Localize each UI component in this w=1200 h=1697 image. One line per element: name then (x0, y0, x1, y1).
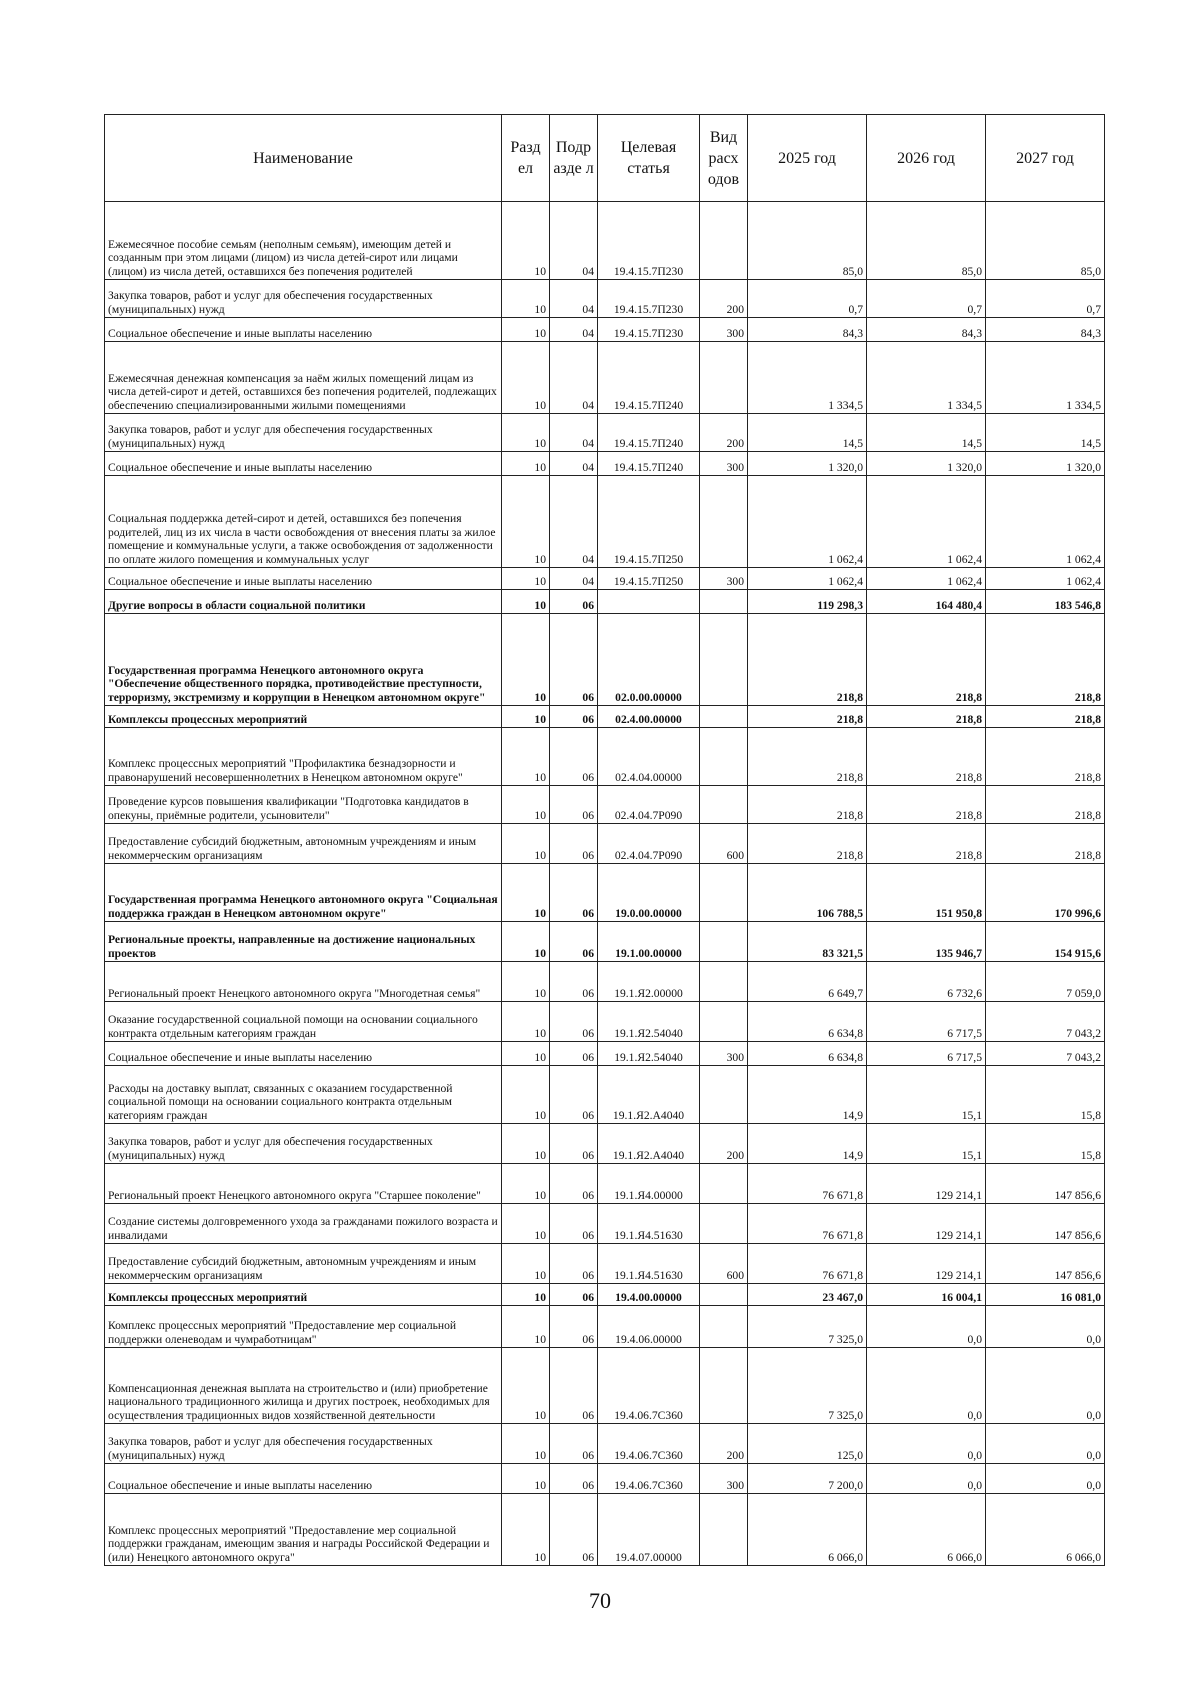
table-row (105, 962, 1105, 1002)
cell-podrazdel: 04 (550, 568, 598, 590)
cell-2026: 1 320,0 (867, 452, 986, 476)
cell-razdel: 10 (502, 1306, 550, 1348)
table-row (105, 786, 1105, 824)
cell-name: Создание системы долговременного ухода за гражданами пожилого возраста и инвалидами (105, 1204, 502, 1244)
cell-2025: 6 649,7 (748, 962, 867, 1002)
cell-target-article: 19.4.06.00000 (598, 1306, 700, 1348)
cell-2025: 83 321,5 (748, 922, 867, 962)
table-row (105, 614, 1105, 706)
cell-name: Государственная программа Ненецкого автономного округа "Социальная поддержка граждан в Ненецком автономном округе" (105, 864, 502, 922)
cell-name: Расходы на доставку выплат, связанных с оказанием государственной социальной помощи на основании социального контракта отдельным категориям граждан (105, 1066, 502, 1124)
cell-name: Социальное обеспечение и иные выплаты населению (105, 1042, 502, 1066)
cell-razdel: 10 (502, 786, 550, 824)
table-row (105, 342, 1105, 414)
cell-2026: 129 214,1 (867, 1164, 986, 1204)
table-row (105, 1164, 1105, 1204)
cell-podrazdel: 04 (550, 476, 598, 568)
cell-expense-type (700, 1204, 748, 1244)
cell-podrazdel: 06 (550, 728, 598, 786)
cell-2026: 15,1 (867, 1066, 986, 1124)
cell-razdel: 10 (502, 1348, 550, 1424)
cell-razdel: 10 (502, 706, 550, 728)
cell-2027: 170 996,6 (986, 864, 1105, 922)
cell-2025: 14,9 (748, 1066, 867, 1124)
cell-name: Региональные проекты, направленные на достижение национальных проектов (105, 922, 502, 962)
cell-expense-type (700, 1494, 748, 1566)
cell-target-article: 02.0.00.00000 (598, 614, 700, 706)
cell-razdel: 10 (502, 202, 550, 280)
cell-2025: 0,7 (748, 280, 867, 318)
cell-2025: 84,3 (748, 318, 867, 342)
cell-name: Комплекс процессных мероприятий "Предоставление мер социальной поддержки оленеводам и чумработницам" (105, 1306, 502, 1348)
cell-2026: 16 004,1 (867, 1284, 986, 1306)
cell-target-article: 19.4.15.7П240 (598, 452, 700, 476)
cell-2026: 135 946,7 (867, 922, 986, 962)
cell-target-article: 19.4.06.7С360 (598, 1424, 700, 1464)
cell-name: Другие вопросы в области социальной политики (105, 590, 502, 614)
cell-2027: 85,0 (986, 202, 1105, 280)
cell-2027: 15,8 (986, 1066, 1105, 1124)
cell-name: Социальное обеспечение и иные выплаты населению (105, 452, 502, 476)
cell-name: Закупка товаров, работ и услуг для обеспечения государственных (муниципальных) нужд (105, 414, 502, 452)
cell-razdel: 10 (502, 824, 550, 864)
header-2026: 2026 год (867, 115, 986, 202)
cell-2025: 1 334,5 (748, 342, 867, 414)
table-row (105, 568, 1105, 590)
cell-2025: 7 200,0 (748, 1464, 867, 1494)
cell-podrazdel: 06 (550, 1002, 598, 1042)
cell-podrazdel: 06 (550, 1284, 598, 1306)
cell-razdel: 10 (502, 962, 550, 1002)
cell-2025: 76 671,8 (748, 1244, 867, 1284)
cell-podrazdel: 06 (550, 1204, 598, 1244)
cell-2025: 1 062,4 (748, 476, 867, 568)
cell-2026: 6 717,5 (867, 1002, 986, 1042)
cell-2026: 15,1 (867, 1124, 986, 1164)
cell-2027: 218,8 (986, 786, 1105, 824)
header-2025: 2025 год (748, 115, 867, 202)
cell-2027: 183 546,8 (986, 590, 1105, 614)
cell-expense-type: 200 (700, 1424, 748, 1464)
cell-2026: 218,8 (867, 706, 986, 728)
header-razdel: Разд ел (502, 115, 550, 202)
cell-target-article: 19.1.Я2.А4040 (598, 1124, 700, 1164)
table-body (105, 202, 1105, 1566)
cell-razdel: 10 (502, 1066, 550, 1124)
cell-target-article: 02.4.00.00000 (598, 706, 700, 728)
cell-target-article: 19.4.15.7П230 (598, 280, 700, 318)
table-row (105, 1494, 1105, 1566)
cell-2025: 218,8 (748, 614, 867, 706)
cell-2026: 0,0 (867, 1424, 986, 1464)
cell-podrazdel: 06 (550, 590, 598, 614)
cell-razdel: 10 (502, 1164, 550, 1204)
cell-podrazdel: 06 (550, 1464, 598, 1494)
cell-target-article: 19.1.Я2.54040 (598, 1042, 700, 1066)
cell-2027: 7 059,0 (986, 962, 1105, 1002)
cell-name: Закупка товаров, работ и услуг для обеспечения государственных (муниципальных) нужд (105, 280, 502, 318)
cell-name: Социальное обеспечение и иные выплаты населению (105, 568, 502, 590)
cell-razdel: 10 (502, 1204, 550, 1244)
cell-razdel: 10 (502, 1464, 550, 1494)
cell-2026: 1 334,5 (867, 342, 986, 414)
cell-2025: 23 467,0 (748, 1284, 867, 1306)
cell-2025: 85,0 (748, 202, 867, 280)
cell-target-article: 19.1.Я2.00000 (598, 962, 700, 1002)
table-row (105, 1002, 1105, 1042)
cell-expense-type: 200 (700, 1124, 748, 1164)
cell-target-article: 19.4.06.7С360 (598, 1348, 700, 1424)
cell-razdel: 10 (502, 728, 550, 786)
cell-name: Ежемесячное пособие семьям (неполным семьям), имеющим детей и созданным при этом лицами (лицом) из числа детей-сирот или лицами (лицом) из числа детей, оставшихся без попечения родителей (105, 202, 502, 280)
table-row (105, 824, 1105, 864)
cell-2025: 218,8 (748, 728, 867, 786)
cell-razdel: 10 (502, 1124, 550, 1164)
cell-expense-type (700, 1306, 748, 1348)
cell-podrazdel: 06 (550, 706, 598, 728)
cell-2027: 147 856,6 (986, 1204, 1105, 1244)
cell-2027: 0,7 (986, 280, 1105, 318)
cell-2026: 0,0 (867, 1306, 986, 1348)
table-row (105, 476, 1105, 568)
cell-2026: 0,0 (867, 1464, 986, 1494)
cell-podrazdel: 06 (550, 1244, 598, 1284)
cell-2026: 218,8 (867, 728, 986, 786)
cell-expense-type (700, 922, 748, 962)
cell-podrazdel: 06 (550, 824, 598, 864)
table-row (105, 1124, 1105, 1164)
cell-target-article: 19.4.15.7П230 (598, 318, 700, 342)
table-row (105, 452, 1105, 476)
cell-expense-type (700, 342, 748, 414)
table-row (105, 1464, 1105, 1494)
cell-2027: 1 334,5 (986, 342, 1105, 414)
cell-expense-type: 200 (700, 280, 748, 318)
cell-podrazdel: 06 (550, 1042, 598, 1066)
cell-name: Оказание государственной социальной помощи на основании социального контракта отдельным категориям граждан (105, 1002, 502, 1042)
cell-target-article: 19.1.Я4.51630 (598, 1244, 700, 1284)
cell-podrazdel: 06 (550, 962, 598, 1002)
cell-expense-type: 300 (700, 318, 748, 342)
cell-name: Комплексы процессных мероприятий (105, 706, 502, 728)
cell-expense-type (700, 614, 748, 706)
cell-target-article: 19.1.Я4.00000 (598, 1164, 700, 1204)
cell-razdel: 10 (502, 452, 550, 476)
cell-2025: 106 788,5 (748, 864, 867, 922)
cell-target-article: 19.1.Я2.54040 (598, 1002, 700, 1042)
cell-2027: 14,5 (986, 414, 1105, 452)
table-row (105, 1424, 1105, 1464)
cell-2026: 6 732,6 (867, 962, 986, 1002)
table-row (105, 1348, 1105, 1424)
cell-target-article: 19.4.15.7П230 (598, 202, 700, 280)
page-number: 70 (589, 1588, 611, 1613)
cell-name: Ежемесячная денежная компенсация за наём жилых помещений лицам из числа детей-сирот и детей, оставшихся без попечения родителей, подлежащих обеспечению специализированными жилыми помещениями (105, 342, 502, 414)
cell-2026: 1 062,4 (867, 476, 986, 568)
cell-2027: 0,0 (986, 1464, 1105, 1494)
cell-2025: 6 634,8 (748, 1002, 867, 1042)
cell-2027: 1 062,4 (986, 476, 1105, 568)
cell-podrazdel: 04 (550, 414, 598, 452)
table-row (105, 202, 1105, 280)
cell-razdel: 10 (502, 1494, 550, 1566)
cell-2025: 1 320,0 (748, 452, 867, 476)
cell-expense-type (700, 864, 748, 922)
cell-2026: 85,0 (867, 202, 986, 280)
cell-target-article: 19.1.00.00000 (598, 922, 700, 962)
cell-2025: 218,8 (748, 706, 867, 728)
cell-2025: 125,0 (748, 1424, 867, 1464)
cell-expense-type: 200 (700, 414, 748, 452)
cell-razdel: 10 (502, 922, 550, 962)
table-row (105, 706, 1105, 728)
cell-2026: 0,0 (867, 1348, 986, 1424)
cell-2026: 218,8 (867, 786, 986, 824)
cell-2025: 76 671,8 (748, 1204, 867, 1244)
cell-expense-type (700, 706, 748, 728)
header-expense-type: Вид расх одов (700, 115, 748, 202)
cell-razdel: 10 (502, 1244, 550, 1284)
cell-podrazdel: 06 (550, 1348, 598, 1424)
cell-name: Комплексы процессных мероприятий (105, 1284, 502, 1306)
cell-podrazdel: 04 (550, 202, 598, 280)
cell-name: Закупка товаров, работ и услуг для обеспечения государственных (муниципальных) нужд (105, 1424, 502, 1464)
cell-2027: 218,8 (986, 824, 1105, 864)
header-name: Наименование (105, 115, 502, 202)
cell-target-article: 19.4.15.7П250 (598, 568, 700, 590)
cell-expense-type: 300 (700, 452, 748, 476)
cell-2027: 147 856,6 (986, 1164, 1105, 1204)
cell-name: Предоставление субсидий бюджетным, автономным учреждениям и иным некоммерческим организациям (105, 1244, 502, 1284)
cell-expense-type (700, 1066, 748, 1124)
cell-razdel: 10 (502, 318, 550, 342)
cell-podrazdel: 06 (550, 864, 598, 922)
cell-2027: 15,8 (986, 1124, 1105, 1164)
cell-2025: 14,9 (748, 1124, 867, 1164)
cell-razdel: 10 (502, 590, 550, 614)
cell-2027: 0,0 (986, 1348, 1105, 1424)
table-row (105, 1042, 1105, 1066)
cell-expense-type (700, 590, 748, 614)
table-header-row (105, 115, 1105, 202)
cell-2026: 84,3 (867, 318, 986, 342)
cell-podrazdel: 06 (550, 614, 598, 706)
cell-2027: 218,8 (986, 706, 1105, 728)
cell-name: Предоставление субсидий бюджетным, автономным учреждениям и иным некоммерческим организациям (105, 824, 502, 864)
cell-target-article: 19.0.00.00000 (598, 864, 700, 922)
cell-podrazdel: 04 (550, 280, 598, 318)
cell-name: Комплекс процессных мероприятий "Предоставление мер социальной поддержки гражданам, имеющим звания и награды Российской Федерации и (или) Ненецкого автономного округа" (105, 1494, 502, 1566)
cell-2025: 218,8 (748, 824, 867, 864)
cell-target-article (598, 590, 700, 614)
cell-2027: 0,0 (986, 1424, 1105, 1464)
cell-2026: 164 480,4 (867, 590, 986, 614)
cell-expense-type (700, 962, 748, 1002)
header-target-article: Целевая статья (598, 115, 700, 202)
cell-2025: 14,5 (748, 414, 867, 452)
cell-2026: 6 717,5 (867, 1042, 986, 1066)
table-row (105, 922, 1105, 962)
cell-2025: 119 298,3 (748, 590, 867, 614)
table-row (105, 1284, 1105, 1306)
cell-2027: 84,3 (986, 318, 1105, 342)
cell-expense-type: 300 (700, 1042, 748, 1066)
cell-razdel: 10 (502, 1042, 550, 1066)
cell-2027: 147 856,6 (986, 1244, 1105, 1284)
cell-expense-type: 300 (700, 1464, 748, 1494)
cell-2027: 6 066,0 (986, 1494, 1105, 1566)
cell-expense-type (700, 728, 748, 786)
cell-expense-type (700, 1284, 748, 1306)
cell-razdel: 10 (502, 568, 550, 590)
cell-expense-type: 600 (700, 824, 748, 864)
cell-2027: 154 915,6 (986, 922, 1105, 962)
cell-razdel: 10 (502, 614, 550, 706)
cell-razdel: 10 (502, 414, 550, 452)
cell-razdel: 10 (502, 1002, 550, 1042)
cell-2026: 129 214,1 (867, 1244, 986, 1284)
cell-expense-type (700, 476, 748, 568)
cell-podrazdel: 04 (550, 452, 598, 476)
cell-name: Проведение курсов повышения квалификации "Подготовка кандидатов в опекуны, приёмные родители, усыновители" (105, 786, 502, 824)
cell-name: Государственная программа Ненецкого автономного округа "Обеспечение общественного порядка, противодействие преступности, терроризму, экстремизму и коррупции в Ненецком автономном округе" (105, 614, 502, 706)
cell-target-article: 19.1.Я2.А4040 (598, 1066, 700, 1124)
cell-expense-type (700, 1348, 748, 1424)
cell-2025: 6 634,8 (748, 1042, 867, 1066)
cell-name: Региональный проект Ненецкого автономного округа "Старшее поколение" (105, 1164, 502, 1204)
cell-2027: 1 062,4 (986, 568, 1105, 590)
cell-target-article: 02.4.04.7Р090 (598, 786, 700, 824)
cell-2026: 129 214,1 (867, 1204, 986, 1244)
cell-2027: 218,8 (986, 614, 1105, 706)
cell-name: Региональный проект Ненецкого автономного округа "Многодетная семья" (105, 962, 502, 1002)
cell-razdel: 10 (502, 1284, 550, 1306)
table-row (105, 1244, 1105, 1284)
cell-2027: 7 043,2 (986, 1002, 1105, 1042)
cell-podrazdel: 06 (550, 1124, 598, 1164)
cell-target-article: 02.4.04.7Р090 (598, 824, 700, 864)
cell-podrazdel: 06 (550, 1424, 598, 1464)
cell-target-article: 19.4.15.7П240 (598, 414, 700, 452)
header-podrazdel: Подр азде л (550, 115, 598, 202)
cell-2027: 218,8 (986, 728, 1105, 786)
cell-target-article: 02.4.04.00000 (598, 728, 700, 786)
cell-podrazdel: 06 (550, 1066, 598, 1124)
cell-2027: 16 081,0 (986, 1284, 1105, 1306)
cell-target-article: 19.4.06.7С360 (598, 1464, 700, 1494)
cell-name: Закупка товаров, работ и услуг для обеспечения государственных (муниципальных) нужд (105, 1124, 502, 1164)
cell-expense-type (700, 1002, 748, 1042)
cell-target-article: 19.4.15.7П240 (598, 342, 700, 414)
table-row (105, 318, 1105, 342)
cell-target-article: 19.4.15.7П250 (598, 476, 700, 568)
table-row (105, 590, 1105, 614)
table-row (105, 1204, 1105, 1244)
table-row (105, 864, 1105, 922)
cell-expense-type: 600 (700, 1244, 748, 1284)
cell-razdel: 10 (502, 1424, 550, 1464)
cell-2025: 76 671,8 (748, 1164, 867, 1204)
cell-2027: 1 320,0 (986, 452, 1105, 476)
table-row (105, 414, 1105, 452)
cell-name: Социальное обеспечение и иные выплаты населению (105, 1464, 502, 1494)
cell-razdel: 10 (502, 342, 550, 414)
cell-2026: 218,8 (867, 614, 986, 706)
cell-2025: 7 325,0 (748, 1348, 867, 1424)
cell-2025: 218,8 (748, 786, 867, 824)
cell-target-article: 19.4.00.00000 (598, 1284, 700, 1306)
table-row (105, 1306, 1105, 1348)
cell-2026: 0,7 (867, 280, 986, 318)
cell-expense-type (700, 786, 748, 824)
cell-2026: 6 066,0 (867, 1494, 986, 1566)
cell-razdel: 10 (502, 476, 550, 568)
table-row (105, 280, 1105, 318)
cell-2026: 151 950,8 (867, 864, 986, 922)
cell-2025: 7 325,0 (748, 1306, 867, 1348)
cell-podrazdel: 06 (550, 922, 598, 962)
cell-2026: 14,5 (867, 414, 986, 452)
header-2027: 2027 год (986, 115, 1105, 202)
cell-podrazdel: 04 (550, 318, 598, 342)
cell-podrazdel: 06 (550, 1494, 598, 1566)
cell-target-article: 19.4.07.00000 (598, 1494, 700, 1566)
cell-2026: 1 062,4 (867, 568, 986, 590)
cell-name: Социальная поддержка детей-сирот и детей, оставшихся без попечения родителей, лиц из их числа в части освобождения от внесения платы за жилое помещение и коммунальные услуги, а также освобождения от задолженности по оплате жилого помещения и коммунальных услуг (105, 476, 502, 568)
cell-podrazdel: 06 (550, 786, 598, 824)
cell-2025: 6 066,0 (748, 1494, 867, 1566)
cell-name: Компенсационная денежная выплата на строительство и (или) приобретение национального традиционного жилища и других построек, необходимых для осуществления традиционных видов хозяйственной деятельности (105, 1348, 502, 1424)
cell-name: Социальное обеспечение и иные выплаты населению (105, 318, 502, 342)
cell-2026: 218,8 (867, 824, 986, 864)
cell-expense-type: 300 (700, 568, 748, 590)
cell-name: Комплекс процессных мероприятий "Профилактика безнадзорности и правонарушений несовершеннолетних в Ненецком автономном округе" (105, 728, 502, 786)
cell-expense-type (700, 202, 748, 280)
cell-podrazdel: 06 (550, 1306, 598, 1348)
budget-table (104, 114, 1105, 1566)
cell-2025: 1 062,4 (748, 568, 867, 590)
cell-expense-type (700, 1164, 748, 1204)
cell-razdel: 10 (502, 280, 550, 318)
cell-podrazdel: 04 (550, 342, 598, 414)
cell-2027: 7 043,2 (986, 1042, 1105, 1066)
cell-target-article: 19.1.Я4.51630 (598, 1204, 700, 1244)
table-row (105, 728, 1105, 786)
cell-2027: 0,0 (986, 1306, 1105, 1348)
cell-razdel: 10 (502, 864, 550, 922)
cell-podrazdel: 06 (550, 1164, 598, 1204)
table-row (105, 1066, 1105, 1124)
